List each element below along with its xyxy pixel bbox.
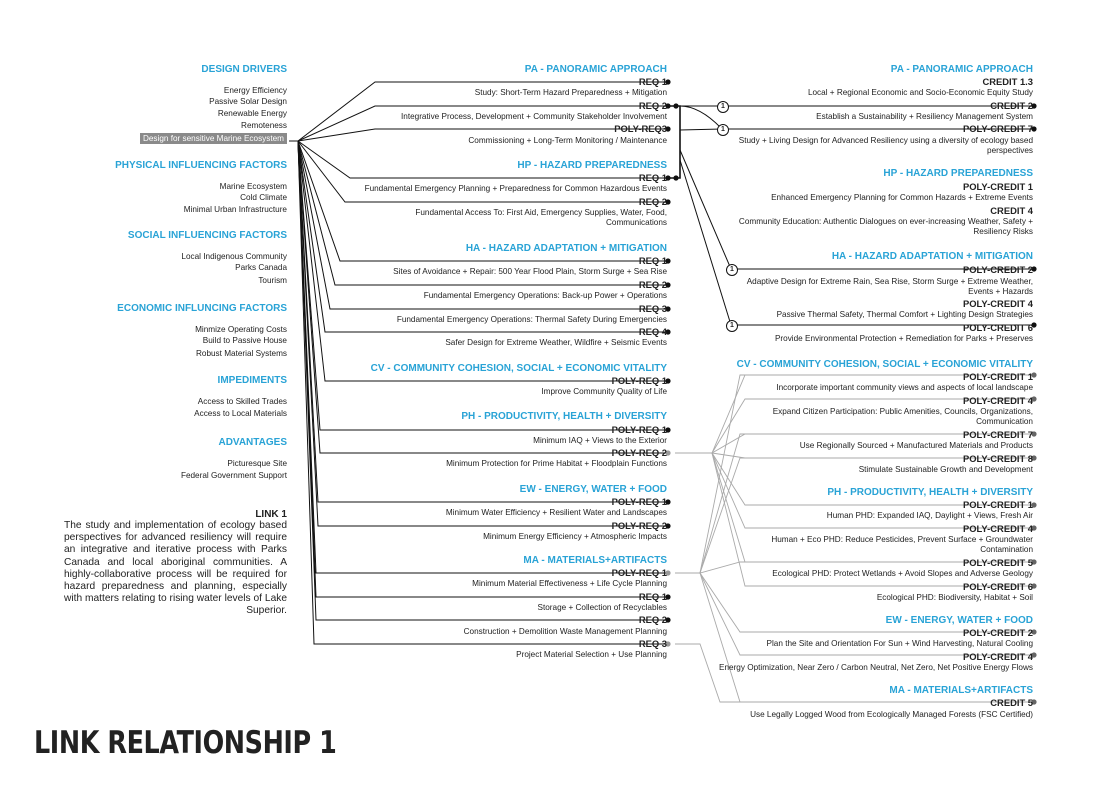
group-title: DESIGN DRIVERS — [201, 64, 287, 75]
requirement-code: POLY-REQ 1 — [611, 375, 667, 386]
link-connector — [680, 129, 722, 130]
requirement-desc: Minimum IAQ + Views to the Exterior — [533, 436, 667, 445]
group-economic-factors — [40, 303, 287, 359]
credit-desc: Use Legally Logged Wood from Ecologically Managed Forests (FSC Certified) — [750, 710, 1033, 719]
requirement-code: POLY-REQ 2 — [611, 447, 667, 458]
link-description — [64, 509, 287, 618]
list-item: Minimal Urban Infrastructure — [183, 204, 287, 214]
credit-desc: Human + Eco PHD: Reduce Pesticides, Prevent Surface + Groundwater Contamination — [771, 535, 1033, 554]
category-title: CV - COMMUNITY COHESION, SOCIAL + ECONOMIC VITALITY — [736, 359, 1033, 370]
credit-code: POLY-CREDIT 4 — [963, 395, 1033, 406]
list-item: Minmize Operating Costs — [195, 325, 287, 334]
list-item: Parks Canada — [235, 263, 287, 273]
group-advantages — [40, 437, 287, 482]
credit-desc: Provide Environmental Protection + Remediation for Parks + Preserves — [774, 334, 1033, 343]
requirement-desc: Fundamental Emergency Operations: Thermal Safety During Emergencies — [396, 315, 667, 324]
credit-code: POLY-CREDIT 4 — [963, 651, 1033, 662]
requirement-desc: Commissioning + Long-Term Monitoring / Maintenance — [468, 136, 667, 145]
group-physical-factors — [40, 160, 287, 215]
requirement-desc: Safer Design for Extreme Weather, Wildfire + Seismic Events — [445, 338, 667, 347]
requirement-code: REQ 4 — [638, 326, 667, 337]
credit-desc: Local + Regional Economic and Socio-Economic Equity Study — [807, 88, 1033, 97]
requirement-desc: Fundamental Emergency Planning + Preparedness for Common Hazardous Events — [364, 184, 667, 193]
credit-desc: Energy Optimization, Near Zero / Carbon Neutral, Net Zero, Net Positive Energy Flows — [719, 663, 1033, 672]
list-item: Local Indigenous Community — [181, 252, 287, 261]
requirement-code: POLY-REQ 1 — [611, 567, 667, 578]
requirement-code: POLY-REQ 2 — [611, 520, 667, 531]
requirement-desc: Minimum Energy Efficiency + Atmospheric Impacts — [483, 532, 667, 541]
credit-code: POLY-CREDIT 4 — [963, 523, 1033, 534]
requirement-code: POLY-REQ3 — [614, 123, 667, 134]
credit-desc: Stimulate Sustainable Growth and Development — [858, 465, 1033, 474]
credit-code: CREDIT 4 — [990, 205, 1033, 216]
group-design-drivers — [40, 64, 287, 144]
credit-desc: Plan the Site and Orientation For Sun + Wind Harvesting, Natural Cooling — [766, 639, 1033, 648]
category-title: HA - HAZARD ADAPTATION + MITIGATION — [465, 243, 667, 254]
credit-code: POLY-CREDIT 2 — [963, 627, 1033, 638]
category-title: MA - MATERIALS+ARTIFACTS — [523, 555, 667, 566]
credit-desc: Ecological PHD: Biodiversity, Habitat + Soil — [876, 593, 1033, 602]
credit-code: POLY-CREDIT 4 — [963, 298, 1033, 309]
connector-node — [673, 175, 678, 180]
credit-desc: Passive Thermal Safety, Thermal Comfort + Lighting Design Strategies — [776, 310, 1033, 319]
list-item: Access to Skilled Trades — [197, 397, 287, 406]
credit-desc: Adaptive Design for Extreme Rain, Sea Rise, Storm Surge + Extreme Weather, Events + Hazards — [746, 277, 1033, 296]
credit-code: POLY-CREDIT 8 — [963, 453, 1033, 464]
group-impediments — [40, 375, 287, 420]
link-marker: 1 — [717, 101, 729, 113]
credit-code: CREDIT 5 — [990, 697, 1033, 708]
group-title: PHYSICAL INFLUENCING FACTORS — [115, 160, 287, 171]
group-items — [40, 396, 287, 420]
credit-desc: Establish a Sustainability + Resiliency Management System — [816, 112, 1033, 121]
credit-desc: Expand Citizen Participation: Public Amenities, Councils, Organizations, Communication — [772, 407, 1033, 426]
category-title: EW - ENERGY, WATER + FOOD — [519, 484, 667, 495]
page-title: LINK RELATIONSHIP 1 — [34, 725, 337, 761]
requirement-desc: Fundamental Emergency Operations: Back-up Power + Operations — [423, 291, 667, 300]
credit-code: POLY-CREDIT 2 — [963, 264, 1033, 275]
category-title: EW - ENERGY, WATER + FOOD — [885, 615, 1033, 626]
requirement-code: REQ 2 — [638, 279, 667, 290]
credit-code: CREDIT 1.3 — [982, 76, 1033, 87]
requirement-desc: Study: Short-Term Hazard Preparedness + Mitigation — [474, 88, 667, 97]
credit-code: POLY-CREDIT 6 — [963, 581, 1033, 592]
category-title: MA - MATERIALS+ARTIFACTS — [889, 685, 1033, 696]
credit-desc: Enhanced Emergency Planning for Common Hazards + Extreme Events — [771, 193, 1033, 202]
connector-node — [673, 103, 678, 108]
list-item: Picturesque Site — [227, 459, 287, 468]
category-title: HP - HAZARD PREPAREDNESS — [517, 160, 667, 171]
category-title: HA - HAZARD ADAPTATION + MITIGATION — [831, 251, 1033, 262]
credit-code: POLY-CREDIT 1 — [963, 499, 1033, 510]
requirement-desc: Project Material Selection + Use Planning — [516, 650, 667, 659]
list-item: Access to Local Materials — [194, 409, 287, 419]
category-title: PA - PANORAMIC APPROACH — [524, 64, 667, 75]
requirement-desc: Storage + Collection of Recyclables — [537, 603, 667, 612]
bracket-connector — [668, 106, 680, 178]
credit-code: POLY-CREDIT 7 — [963, 123, 1033, 134]
category-title: PH - PRODUCTIVITY, HEALTH + DIVERSITY — [461, 411, 667, 422]
highlighted-item: Design for sensitive Marine Ecosystem — [140, 133, 287, 144]
requirement-code: REQ 2 — [638, 196, 667, 207]
requirement-code: REQ 2 — [638, 614, 667, 625]
list-item: Remoteness — [241, 121, 287, 131]
requirement-desc: Sites of Avoidance + Repair: 500 Year Flood Plain, Storm Surge + Sea Rise — [393, 267, 667, 276]
group-title: ADVANTAGES — [218, 437, 287, 448]
credit-code: CREDIT 2 — [990, 100, 1033, 111]
link-title: LINK 1 — [255, 509, 287, 520]
requirement-code: REQ 1 — [638, 255, 667, 266]
group-title: ECONOMIC INFLUNCING FACTORS — [117, 303, 287, 314]
category-title: PH - PRODUCTIVITY, HEALTH + DIVERSITY — [827, 487, 1033, 498]
requirement-code: REQ 1 — [638, 172, 667, 183]
group-title: SOCIAL INFLUENCING FACTORS — [127, 230, 287, 241]
credit-desc: Study + Living Design for Advanced Resiliency using a diversity of ecology based perspectives — [738, 136, 1033, 155]
requirement-desc: Minimum Protection for Prime Habitat + Floodplain Functions — [446, 459, 667, 468]
list-item: Federal Government Support — [180, 471, 287, 481]
group-social-factors — [40, 230, 287, 286]
requirement-code: POLY-REQ 1 — [611, 496, 667, 507]
group-title: IMPEDIMENTS — [217, 375, 287, 386]
list-item: Marine Ecosystem — [219, 182, 287, 191]
list-item: Renewable Energy — [217, 108, 287, 118]
group-items — [40, 85, 287, 144]
requirement-desc: Improve Community Quality of Life — [541, 387, 667, 396]
list-item: Passive Solar Design — [209, 97, 287, 107]
credit-desc: Human PHD: Expanded IAQ, Daylight + Views, Fresh Air — [826, 511, 1033, 520]
requirement-desc: Fundamental Access To: First Aid, Emergency Supplies, Water, Food, Communications — [415, 208, 667, 227]
requirement-code: REQ 1 — [638, 591, 667, 602]
list-item: Tourism — [258, 275, 287, 285]
credit-desc: Incorporate important community views and aspects of local landscape — [776, 383, 1033, 392]
credit-code: POLY-CREDIT 1 — [963, 371, 1033, 382]
requirement-code: POLY-REQ 1 — [611, 424, 667, 435]
link-marker: 1 — [717, 124, 729, 136]
category-title: PA - PANORAMIC APPROACH — [890, 64, 1033, 75]
list-item: Energy Efficiency — [223, 86, 287, 95]
group-items — [40, 324, 287, 359]
credit-code: POLY-CREDIT 7 — [963, 429, 1033, 440]
group-items — [40, 458, 287, 482]
credit-desc: Ecological PHD: Protect Wetlands + Avoid Slopes and Adverse Geology — [772, 569, 1033, 578]
credit-desc: Community Education: Authentic Dialogues on ever-increasing Weather, Safety + Resiliency Risks — [738, 217, 1033, 236]
requirement-desc: Integrative Process, Development + Community Stakeholder Involvement — [401, 112, 667, 121]
credit-desc: Use Regionally Sourced + Manufactured Materials and Products — [799, 441, 1033, 450]
list-item: Build to Passive House — [202, 336, 287, 346]
link-text: The study and implementation of ecology based perspectives for advanced resiliency will require an integrative and iterative process with Parks Canada and local aboriginal communities. A highly-collaborative process will be required for hazard preparedness and planning, especially with matters relating to rising water levels of Lake Superior. — [64, 520, 287, 617]
credit-code: POLY-CREDIT 1 — [963, 181, 1033, 192]
list-item: Robust Material Systems — [195, 348, 287, 358]
requirement-desc: Minimum Water Efficiency + Resilient Water and Landscapes — [445, 508, 667, 517]
link-marker: 1 — [726, 264, 738, 276]
requirement-code: REQ 3 — [638, 638, 667, 649]
requirement-desc: Construction + Demolition Waste Management Planning — [463, 627, 667, 636]
list-item: Cold Climate — [240, 193, 287, 203]
category-title: HP - HAZARD PREPAREDNESS — [883, 168, 1033, 179]
requirement-desc: Minimum Material Effectiveness + Life Cycle Planning — [472, 579, 667, 588]
credit-code: POLY-CREDIT 5 — [963, 557, 1033, 568]
requirement-code: REQ 3 — [638, 303, 667, 314]
requirement-code: REQ 2 — [638, 100, 667, 111]
group-items — [40, 181, 287, 215]
link-marker: 1 — [726, 320, 738, 332]
group-items — [40, 251, 287, 286]
requirement-code: REQ 1 — [638, 76, 667, 87]
credit-code: POLY-CREDIT 6 — [963, 322, 1033, 333]
category-title: CV - COMMUNITY COHESION, SOCIAL + ECONOMIC VITALITY — [370, 363, 667, 374]
